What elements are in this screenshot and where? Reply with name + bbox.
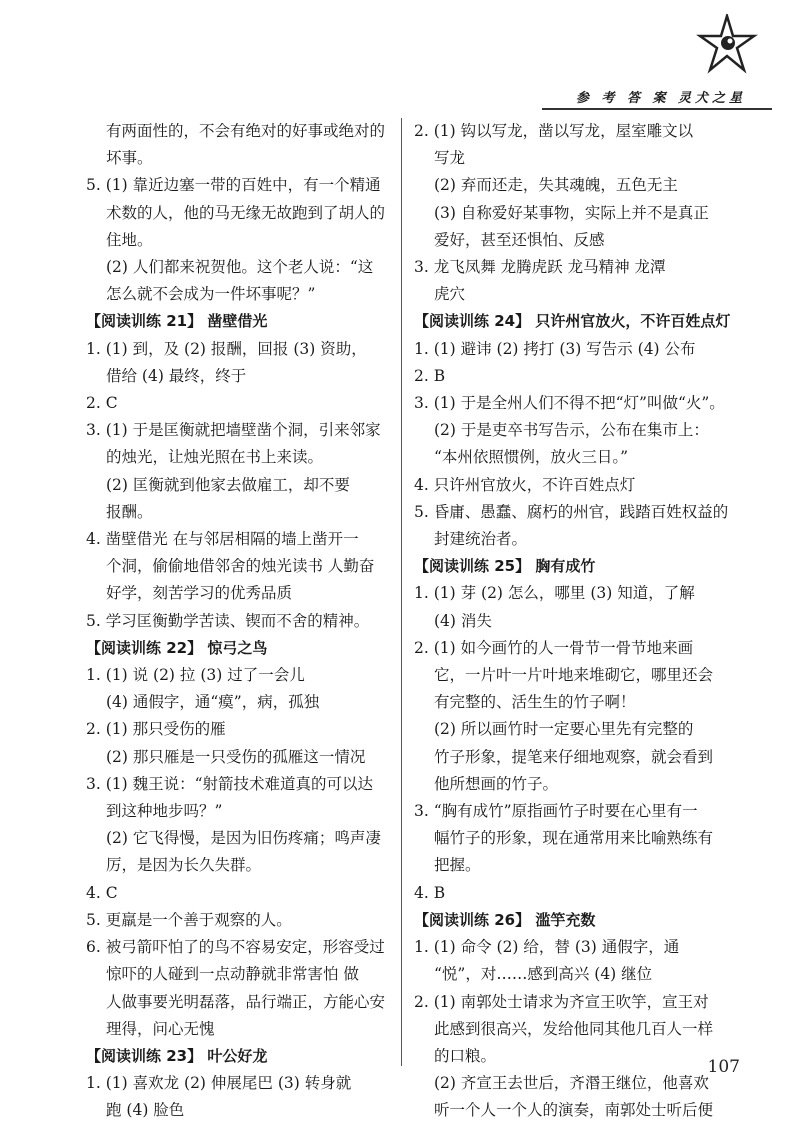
answer-line: 2. (1) 南郭处士请求为齐宣王吹竽，宣王对 — [414, 992, 709, 1011]
answer-line: 5. 学习匡衡勤学苦读、锲而不舍的精神。 — [86, 611, 370, 630]
answer-line: 1. (1) 芽 (2) 怎么，哪里 (3) 知道，了解 — [414, 584, 695, 603]
answer-line: 2. (1) 如今画竹的人一骨节一骨节地来画 — [414, 638, 694, 657]
answer-continuation: 的口粮。 — [434, 1046, 497, 1065]
answer-continuation: 好学，刻苦学习的优秀品质 — [106, 584, 293, 603]
answer-line: 2. C — [86, 394, 118, 413]
answer-continuation: 有两面性的，不会有绝对的好事或绝对的 — [106, 122, 386, 140]
answer-continuation: 理得，问心无愧 — [106, 1019, 215, 1038]
section-title: 【阅读训练 26】 滥竽充数 — [414, 910, 596, 929]
answer-line: 1. (1) 到，及 (2) 报酬，回报 (3) 资助， — [86, 339, 367, 358]
answer-continuation: 他所想画的竹子。 — [434, 774, 559, 793]
answer-continuation: 术数的人，他的马无缘无故跑到了胡人的 — [106, 203, 386, 222]
answer-continuation: (2) 那只雁是一只受伤的孤雁这一情况 — [106, 747, 366, 766]
answer-continuation: (2) 它飞得慢，是因为旧伤疼痛；鸣声凄 — [106, 829, 381, 848]
answer-continuation: (2) 所以画竹时一定要心里先有完整的 — [434, 720, 694, 739]
answer-line: 3. “胸有成竹”原指画竹子时要在心里有一 — [414, 802, 698, 821]
answer-continuation: 惊吓的人碰到一点动静就非常害怕 做 — [106, 965, 359, 984]
answer-line: 1. (1) 避讳 (2) 拷打 (3) 写告示 (4) 公布 — [414, 339, 696, 358]
answer-continuation: 到这种地步吗？” — [106, 802, 223, 821]
page-number: 107 — [707, 1057, 740, 1077]
answer-continuation: 虎穴 — [434, 285, 466, 304]
answer-continuation: 爱好，甚至还惧怕、反感 — [434, 230, 605, 249]
answer-continuation: 此感到很高兴，发给他同其他几百人一样 — [434, 1019, 714, 1038]
answer-line: 2. (1) 那只受伤的雁 — [86, 720, 226, 739]
answer-line: 5. 昏庸、愚蠢、腐朽的州官，践踏百姓权益的 — [414, 502, 729, 521]
answer-continuation: (3) 自称爱好某事物，实际上并不是真正 — [434, 203, 709, 222]
answer-line: 3. (1) 魏王说：“射箭技术难道真的可以达 — [86, 774, 374, 793]
answer-continuation: 竹子形象，提笔来仔细地观察，就会看到 — [434, 747, 714, 766]
answer-continuation: 个洞，偷偷地借邻舍的烛光读书 人勤奋 — [106, 557, 375, 576]
answer-line: 2. B — [414, 366, 446, 385]
page-header — [542, 14, 772, 109]
section-title: 【阅读训练 23】 叶公好龙 — [86, 1046, 268, 1065]
answer-continuation: 写龙 — [434, 149, 466, 168]
answer-line: 4. 只许州官放火，不许百姓点灯 — [414, 475, 636, 494]
header-rule — [542, 108, 772, 110]
answer-continuation: (4) 通假字，通“瘼”，病，孤独 — [106, 693, 320, 712]
answer-line: 3. (1) 于是全州人们不得不把“灯”叫做“火”。 — [414, 394, 725, 413]
answer-continuation: (2) 齐宣王去世后，齐湣王继位，他喜欢 — [434, 1074, 709, 1093]
answer-continuation: (2) 于是吏卒书写告示，公布在集市上： — [434, 421, 709, 440]
answer-continuation: 把握。 — [434, 856, 481, 875]
answer-continuation: (4) 消失 — [434, 611, 492, 630]
answer-continuation: 跑 (4) 脸色 — [106, 1101, 185, 1120]
answer-continuation: 人做事要光明磊落，品行端正，方能心安 — [106, 992, 386, 1011]
right-column — [414, 118, 744, 1125]
section-title: 【阅读训练 25】 胸有成竹 — [414, 557, 596, 576]
answer-continuation: 幅竹子的形象，现在通常用来比喻熟练有 — [434, 829, 714, 848]
answer-continuation: 有完整的、活生生的竹子啊！ — [434, 693, 636, 712]
answer-continuation: 厉，是因为长久失群。 — [106, 856, 262, 875]
section-title: 【阅读训练 22】 惊弓之鸟 — [86, 638, 268, 657]
answer-continuation: 报酬。 — [106, 502, 153, 521]
answer-continuation: 坏事。 — [106, 149, 153, 168]
answer-continuation: 封建统治者。 — [434, 530, 528, 549]
answer-continuation: 住地。 — [106, 230, 153, 249]
answer-continuation: 借给 (4) 最终，终于 — [106, 366, 247, 385]
answer-continuation: 它，一片叶一片叶地来堆砌它，哪里还会 — [434, 666, 714, 685]
left-column — [86, 118, 436, 1125]
answer-continuation: “悦”，对……感到高兴 (4) 继位 — [434, 965, 653, 984]
section-title: 【阅读训练 24】 只许州官放火，不许百姓点灯 — [414, 312, 731, 331]
answer-continuation: 的烛光，让烛光照在书上来读。 — [106, 448, 324, 467]
section-title: 【阅读训练 21】 凿壁借光 — [86, 312, 268, 331]
answer-line: 4. C — [86, 883, 118, 902]
answer-line: 5. (1) 靠近边塞一带的百姓中，有一个精通 — [86, 176, 381, 195]
answer-continuation: (2) 人们都来祝贺他。这个老人说：“这 — [106, 258, 374, 277]
answer-line: 3. (1) 于是匡衡就把墙壁凿个洞，引来邻家 — [86, 421, 381, 440]
answer-line: 1. (1) 命令 (2) 给，替 (3) 通假字，通 — [414, 938, 680, 957]
answer-line: 1. (1) 说 (2) 拉 (3) 过了一会儿 — [86, 666, 305, 685]
answer-continuation: 听一个人一个人的演奏，南郭处士听后便 — [434, 1101, 714, 1120]
answer-continuation: 怎么就不会成为一件坏事呢？” — [106, 285, 316, 304]
header-title: 参 考 答 案 灵犬之星 — [575, 91, 746, 106]
answer-line: 6. 被弓箭吓怕了的鸟不容易安定，形容受过 — [86, 938, 385, 957]
answer-line: 4. B — [414, 883, 446, 902]
answer-line: 1. (1) 喜欢龙 (2) 伸展尾巴 (3) 转身就 — [86, 1074, 352, 1093]
answer-continuation: “本州依照惯例，放火三日。” — [434, 448, 629, 467]
star-logo-icon — [696, 14, 758, 76]
column-divider — [401, 118, 402, 1066]
answer-continuation: (2) 弃而还走，失其魂魄，五色无主 — [434, 176, 678, 195]
answer-line: 5. 更羸是一个善于观察的人。 — [86, 910, 292, 929]
answer-line: 4. 凿壁借光 在与邻居相隔的墙上凿开一 — [86, 530, 359, 549]
answer-line: 2. (1) 钩以写龙，凿以写龙，屋室雕文以 — [414, 122, 694, 140]
answer-continuation: (2) 匡衡就到他家去做雇工，却不要 — [106, 475, 350, 494]
answer-line: 3. 龙飞凤舞 龙腾虎跃 龙马精神 龙潭 — [414, 258, 666, 277]
